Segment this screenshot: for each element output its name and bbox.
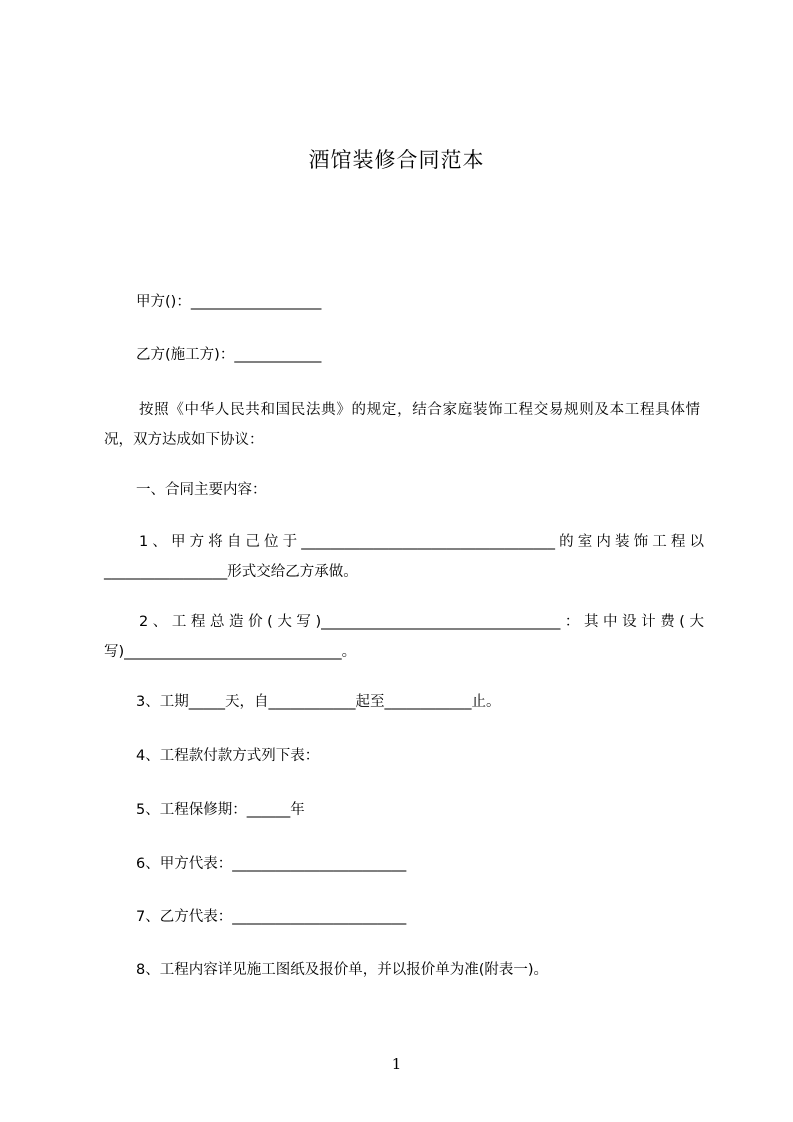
party-b-line: 乙方(施工方)：____________ bbox=[136, 347, 322, 363]
clause-3: 3、工期_____天，自____________起至____________止。 bbox=[136, 694, 501, 710]
section-heading: 一、合同主要内容： bbox=[136, 482, 267, 498]
clause-7: 7、乙方代表：________________________ bbox=[136, 909, 407, 925]
party-a-line: 甲方()：__________________ bbox=[136, 294, 322, 310]
page-number: 1 bbox=[391, 1055, 402, 1073]
clause-1: 1、甲方将自己位于___________________________________的室内装饰工程以_________________形式交给乙方承做。 bbox=[104, 534, 704, 580]
clause-6: 6、甲方代表：________________________ bbox=[136, 856, 407, 872]
document-title: 酒馆装修合同范本 bbox=[308, 148, 485, 172]
clause-8: 8、工程内容详见施工图纸及报价单，并以报价单为准(附表一)。 bbox=[136, 962, 549, 978]
clause-2: 2、工程总造价(大写)_________________________________：其中设计费(大写)______________________________。 bbox=[104, 614, 704, 660]
intro-paragraph: 按照《中华人民共和国民法典》的规定，结合家庭装饰工程交易规则及本工程具体情况，双方达成如下协议： bbox=[104, 402, 700, 448]
clause-4: 4、工程款付款方式列下表： bbox=[136, 748, 320, 764]
clause-5: 5、工程保修期：______年 bbox=[136, 802, 305, 818]
